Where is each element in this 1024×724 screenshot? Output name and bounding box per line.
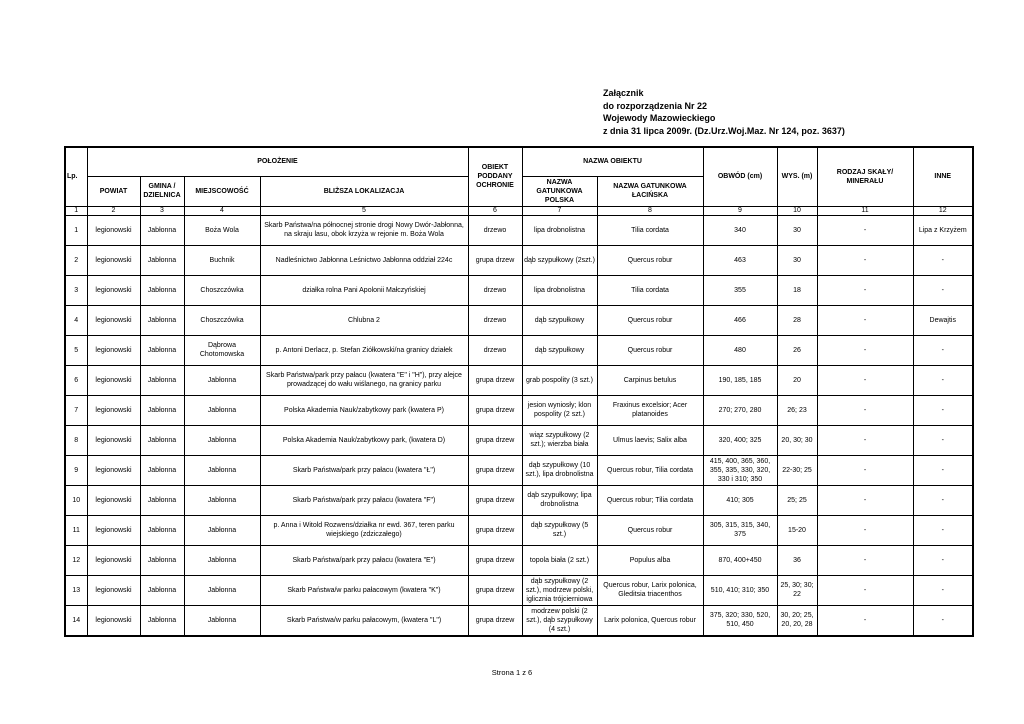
col-header-detailed-location: BLIŻSZA LOKALIZACJA xyxy=(260,176,468,206)
column-number: 3 xyxy=(140,206,184,215)
table-row xyxy=(65,455,973,485)
cell-height: 26 xyxy=(777,335,817,365)
table-row xyxy=(65,215,973,245)
cell-rock-type: - xyxy=(817,605,913,636)
column-number: 6 xyxy=(468,206,522,215)
page-number: Strona 1 z 6 xyxy=(491,668,533,677)
cell-polish-name: topola biała (2 szt.) xyxy=(522,545,597,575)
cell-other: - xyxy=(913,515,973,545)
cell-circumference: 510, 410; 310; 350 xyxy=(703,575,777,605)
cell-lp: 12 xyxy=(65,545,87,575)
table-row xyxy=(65,485,973,515)
cell-district: legionowski xyxy=(87,335,140,365)
column-number: 4 xyxy=(184,206,260,215)
cell-rock-type: - xyxy=(817,245,913,275)
cell-polish-name: dąb szypułkowy xyxy=(522,335,597,365)
cell-polish-name: dąb szypułkowy (5 szt.) xyxy=(522,515,597,545)
cell-locality: Jabłonna xyxy=(184,545,260,575)
col-header-object-name-group: NAZWA OBIEKTU xyxy=(522,147,703,176)
cell-rock-type: - xyxy=(817,395,913,425)
cell-district: legionowski xyxy=(87,515,140,545)
table-row xyxy=(65,605,973,636)
cell-latin-name: Larix polonica, Quercus robur xyxy=(597,605,703,636)
col-header-locality: MIEJSCOWOŚĆ xyxy=(184,176,260,206)
cell-lp: 3 xyxy=(65,275,87,305)
table-row xyxy=(65,365,973,395)
col-header-other: INNE xyxy=(913,147,973,206)
cell-other: - xyxy=(913,335,973,365)
cell-protected-object: drzewo xyxy=(468,305,522,335)
header-line-authority: Wojewody Mazowieckiego xyxy=(603,113,716,123)
cell-circumference: 190, 185, 185 xyxy=(703,365,777,395)
cell-protected-object: grupa drzew xyxy=(468,575,522,605)
col-header-height: WYS. (m) xyxy=(777,147,817,206)
cell-commune: Jabłonna xyxy=(140,485,184,515)
cell-polish-name: wiąz szypułkowy (2 szt.); wierzba biała xyxy=(522,425,597,455)
cell-detailed-location: Skarb Państwa/park przy pałacu (kwatera "E" i "H"), przy alejce prowadzącej do wału wiślanego, na granicy parku xyxy=(260,365,468,395)
cell-latin-name: Quercus robur xyxy=(597,245,703,275)
table-row xyxy=(65,335,973,365)
cell-lp: 2 xyxy=(65,245,87,275)
cell-circumference: 870, 400+450 xyxy=(703,545,777,575)
cell-other: - xyxy=(913,425,973,455)
cell-detailed-location: p. Anna i Witold Rozwens/działka nr ewd. 367, teren parku wiejskiego (zdziczałego) xyxy=(260,515,468,545)
cell-rock-type: - xyxy=(817,335,913,365)
cell-circumference: 480 xyxy=(703,335,777,365)
cell-rock-type: - xyxy=(817,515,913,545)
cell-detailed-location: Polska Akademia Nauk/zabytkowy park (kwatera P) xyxy=(260,395,468,425)
column-number: 1 xyxy=(65,206,87,215)
table-row xyxy=(65,515,973,545)
cell-other: Dewajtis xyxy=(913,305,973,335)
table-row xyxy=(65,575,973,605)
column-number: 12 xyxy=(913,206,973,215)
cell-polish-name: dąb szypułkowy (10 szt.), lipa drobnolistna xyxy=(522,455,597,485)
cell-lp: 8 xyxy=(65,425,87,455)
cell-locality: Boża Wola xyxy=(184,215,260,245)
cell-lp: 6 xyxy=(65,365,87,395)
cell-lp: 11 xyxy=(65,515,87,545)
cell-polish-name: modrzew polski (2 szt.), dąb szypułkowy (4 szt.) xyxy=(522,605,597,636)
cell-lp: 4 xyxy=(65,305,87,335)
cell-locality: Jabłonna xyxy=(184,575,260,605)
cell-district: legionowski xyxy=(87,395,140,425)
cell-district: legionowski xyxy=(87,215,140,245)
cell-other: - xyxy=(913,605,973,636)
cell-commune: Jabłonna xyxy=(140,425,184,455)
header-line-date: z dnia 31 lipca 2009r. (Dz.Urz.Woj.Maz. Nr 124, poz. 3637) xyxy=(603,125,845,136)
cell-circumference: 340 xyxy=(703,215,777,245)
col-header-lp: Lp. xyxy=(65,147,87,206)
cell-district: legionowski xyxy=(87,575,140,605)
cell-circumference: 466 xyxy=(703,305,777,335)
cell-height: 30 xyxy=(777,215,817,245)
cell-district: legionowski xyxy=(87,455,140,485)
cell-lp: 1 xyxy=(65,215,87,245)
cell-other: - xyxy=(913,575,973,605)
cell-other: - xyxy=(913,245,973,275)
cell-latin-name: Quercus robur xyxy=(597,515,703,545)
cell-height: 18 xyxy=(777,275,817,305)
cell-circumference: 320, 400; 325 xyxy=(703,425,777,455)
cell-detailed-location: Skarb Państwa/park przy pałacu (kwatera "F") xyxy=(260,485,468,515)
table-row xyxy=(65,545,973,575)
column-number: 2 xyxy=(87,206,140,215)
header-line-annex: Załącznik xyxy=(603,88,644,98)
cell-rock-type: - xyxy=(817,275,913,305)
cell-protected-object: drzewo xyxy=(468,215,522,245)
cell-other: - xyxy=(913,365,973,395)
cell-circumference: 463 xyxy=(703,245,777,275)
cell-detailed-location: Skarb Państwa/na północnej stronie drogi Nowy Dwór-Jabłonna, na skraju lasu, obok krzyża w rejonie m. Boża Wola xyxy=(260,215,468,245)
cell-lp: 14 xyxy=(65,605,87,636)
cell-detailed-location: Skarb Państwa/park przy pałacu (kwatera "Ł") xyxy=(260,455,468,485)
cell-locality: Buchnik xyxy=(184,245,260,275)
cell-other: - xyxy=(913,545,973,575)
cell-protected-object: drzewo xyxy=(468,275,522,305)
cell-protected-object: grupa drzew xyxy=(468,485,522,515)
cell-lp: 10 xyxy=(65,485,87,515)
column-number-row xyxy=(65,206,973,215)
col-header-latin-name: NAZWA GATUNKOWA ŁACIŃSKA xyxy=(597,176,703,206)
cell-polish-name: dąb szypułkowy; lipa drobnolistna xyxy=(522,485,597,515)
col-header-district: POWIAT xyxy=(87,176,140,206)
cell-other: - xyxy=(913,395,973,425)
cell-commune: Jabłonna xyxy=(140,395,184,425)
cell-protected-object: grupa drzew xyxy=(468,605,522,636)
column-number: 11 xyxy=(817,206,913,215)
cell-detailed-location: Chlubna 2 xyxy=(260,305,468,335)
cell-height: 25, 30; 30; 22 xyxy=(777,575,817,605)
cell-locality: Jabłonna xyxy=(184,515,260,545)
cell-circumference: 305, 315, 315, 340, 375 xyxy=(703,515,777,545)
cell-lp: 13 xyxy=(65,575,87,605)
cell-circumference: 410; 305 xyxy=(703,485,777,515)
col-header-circumference: OBWÓD (cm) xyxy=(703,147,777,206)
cell-commune: Jabłonna xyxy=(140,545,184,575)
cell-district: legionowski xyxy=(87,245,140,275)
cell-district: legionowski xyxy=(87,425,140,455)
cell-height: 36 xyxy=(777,545,817,575)
cell-polish-name: jesion wyniosły; klon pospolity (2 szt.) xyxy=(522,395,597,425)
cell-detailed-location: p. Antoni Derlacz, p. Stefan Ziółkowski/na granicy działek xyxy=(260,335,468,365)
cell-polish-name: dąb szypułkowy (2 szt.), modrzew polski, iglicznia trójcierniowa xyxy=(522,575,597,605)
table-row xyxy=(65,425,973,455)
cell-protected-object: grupa drzew xyxy=(468,515,522,545)
cell-polish-name: grab pospolity (3 szt.) xyxy=(522,365,597,395)
cell-locality: Jabłonna xyxy=(184,485,260,515)
cell-locality: Dąbrowa Chotomowska xyxy=(184,335,260,365)
cell-protected-object: grupa drzew xyxy=(468,425,522,455)
cell-locality: Choszczówka xyxy=(184,275,260,305)
cell-circumference: 415, 400, 365, 360, 355, 335, 330, 320, 330 i 310; 350 xyxy=(703,455,777,485)
cell-protected-object: grupa drzew xyxy=(468,365,522,395)
cell-latin-name: Quercus robur, Tilia cordata xyxy=(597,455,703,485)
cell-commune: Jabłonna xyxy=(140,215,184,245)
cell-polish-name: dąb szypułkowy xyxy=(522,305,597,335)
cell-lp: 7 xyxy=(65,395,87,425)
cell-commune: Jabłonna xyxy=(140,575,184,605)
cell-commune: Jabłonna xyxy=(140,515,184,545)
cell-protected-object: grupa drzew xyxy=(468,245,522,275)
cell-height: 26; 23 xyxy=(777,395,817,425)
col-header-location-group: POŁOŻENIE xyxy=(87,147,468,176)
cell-protected-object: grupa drzew xyxy=(468,455,522,485)
cell-commune: Jabłonna xyxy=(140,605,184,636)
cell-other: Lipa z Krzyżem xyxy=(913,215,973,245)
cell-latin-name: Fraxinus excelsior; Acer platanoides xyxy=(597,395,703,425)
col-header-commune: GMINA / DZIELNICA xyxy=(140,176,184,206)
col-header-polish-name: NAZWA GATUNKOWA POLSKA xyxy=(522,176,597,206)
cell-locality: Jabłonna xyxy=(184,395,260,425)
cell-polish-name: lipa drobnolistna xyxy=(522,215,597,245)
cell-detailed-location: Skarb Państwa/park przy pałacu (kwatera "E") xyxy=(260,545,468,575)
cell-locality: Jabłonna xyxy=(184,425,260,455)
cell-detailed-location: Polska Akademia Nauk/zabytkowy park, (kwatera D) xyxy=(260,425,468,455)
cell-locality: Jabłonna xyxy=(184,365,260,395)
cell-rock-type: - xyxy=(817,485,913,515)
cell-locality: Choszczówka xyxy=(184,305,260,335)
cell-height: 28 xyxy=(777,305,817,335)
column-number: 10 xyxy=(777,206,817,215)
cell-other: - xyxy=(913,275,973,305)
cell-protected-object: grupa drzew xyxy=(468,545,522,575)
cell-latin-name: Tilia cordata xyxy=(597,275,703,305)
cell-district: legionowski xyxy=(87,605,140,636)
column-number: 5 xyxy=(260,206,468,215)
table-row xyxy=(65,305,973,335)
table-row xyxy=(65,275,973,305)
cell-detailed-location: Nadleśnictwo Jabłonna Leśnictwo Jabłonna oddział 224c xyxy=(260,245,468,275)
cell-latin-name: Tilia cordata xyxy=(597,215,703,245)
cell-circumference: 270; 270, 280 xyxy=(703,395,777,425)
cell-rock-type: - xyxy=(817,215,913,245)
cell-other: - xyxy=(913,485,973,515)
cell-detailed-location: Skarb Państwa/w parku pałacowym, (kwatera "L") xyxy=(260,605,468,636)
cell-locality: Jabłonna xyxy=(184,605,260,636)
col-header-protected-object: OBIEKT PODDANY OCHRONIE xyxy=(468,147,522,206)
table-body xyxy=(65,206,973,636)
cell-height: 22-30; 25 xyxy=(777,455,817,485)
monuments-table xyxy=(64,146,974,637)
cell-other: - xyxy=(913,455,973,485)
cell-district: legionowski xyxy=(87,275,140,305)
cell-rock-type: - xyxy=(817,425,913,455)
cell-district: legionowski xyxy=(87,485,140,515)
cell-height: 20, 30; 30 xyxy=(777,425,817,455)
cell-locality: Jabłonna xyxy=(184,455,260,485)
cell-commune: Jabłonna xyxy=(140,245,184,275)
cell-district: legionowski xyxy=(87,365,140,395)
column-number: 8 xyxy=(597,206,703,215)
cell-detailed-location: działka rolna Pani Apolonii Małczyńskiej xyxy=(260,275,468,305)
cell-latin-name: Populus alba xyxy=(597,545,703,575)
cell-height: 20 xyxy=(777,365,817,395)
cell-latin-name: Carpinus betulus xyxy=(597,365,703,395)
cell-commune: Jabłonna xyxy=(140,365,184,395)
cell-rock-type: - xyxy=(817,455,913,485)
cell-commune: Jabłonna xyxy=(140,275,184,305)
cell-polish-name: lipa drobnolistna xyxy=(522,275,597,305)
cell-circumference: 375, 320; 330, 520, 510, 450 xyxy=(703,605,777,636)
cell-latin-name: Quercus robur, Larix polonica, Gleditsia triacenthos xyxy=(597,575,703,605)
col-header-rock-type: RODZAJ SKAŁY/ MINERAŁU xyxy=(817,147,913,206)
column-number: 7 xyxy=(522,206,597,215)
column-number: 9 xyxy=(703,206,777,215)
cell-protected-object: grupa drzew xyxy=(468,395,522,425)
cell-rock-type: - xyxy=(817,545,913,575)
cell-rock-type: - xyxy=(817,575,913,605)
cell-district: legionowski xyxy=(87,305,140,335)
cell-lp: 9 xyxy=(65,455,87,485)
cell-commune: Jabłonna xyxy=(140,305,184,335)
cell-commune: Jabłonna xyxy=(140,455,184,485)
table-row xyxy=(65,245,973,275)
cell-lp: 5 xyxy=(65,335,87,365)
table-row xyxy=(65,395,973,425)
document-header xyxy=(603,87,845,137)
cell-protected-object: drzewo xyxy=(468,335,522,365)
cell-latin-name: Quercus robur; Tilia cordata xyxy=(597,485,703,515)
cell-commune: Jabłonna xyxy=(140,335,184,365)
cell-height: 30, 20; 25, 20, 20, 28 xyxy=(777,605,817,636)
cell-latin-name: Quercus robur xyxy=(597,305,703,335)
cell-rock-type: - xyxy=(817,365,913,395)
cell-height: 15-20 xyxy=(777,515,817,545)
cell-latin-name: Ulmus laevis; Salix alba xyxy=(597,425,703,455)
cell-height: 25; 25 xyxy=(777,485,817,515)
cell-latin-name: Quercus robur xyxy=(597,335,703,365)
cell-rock-type: - xyxy=(817,305,913,335)
cell-circumference: 355 xyxy=(703,275,777,305)
cell-height: 30 xyxy=(777,245,817,275)
cell-district: legionowski xyxy=(87,545,140,575)
cell-detailed-location: Skarb Państwa/w parku pałacowym (kwatera "K") xyxy=(260,575,468,605)
header-line-regulation: do rozporządzenia Nr 22 xyxy=(603,100,708,111)
cell-polish-name: dąb szypułkowy (2szt.) xyxy=(522,245,597,275)
